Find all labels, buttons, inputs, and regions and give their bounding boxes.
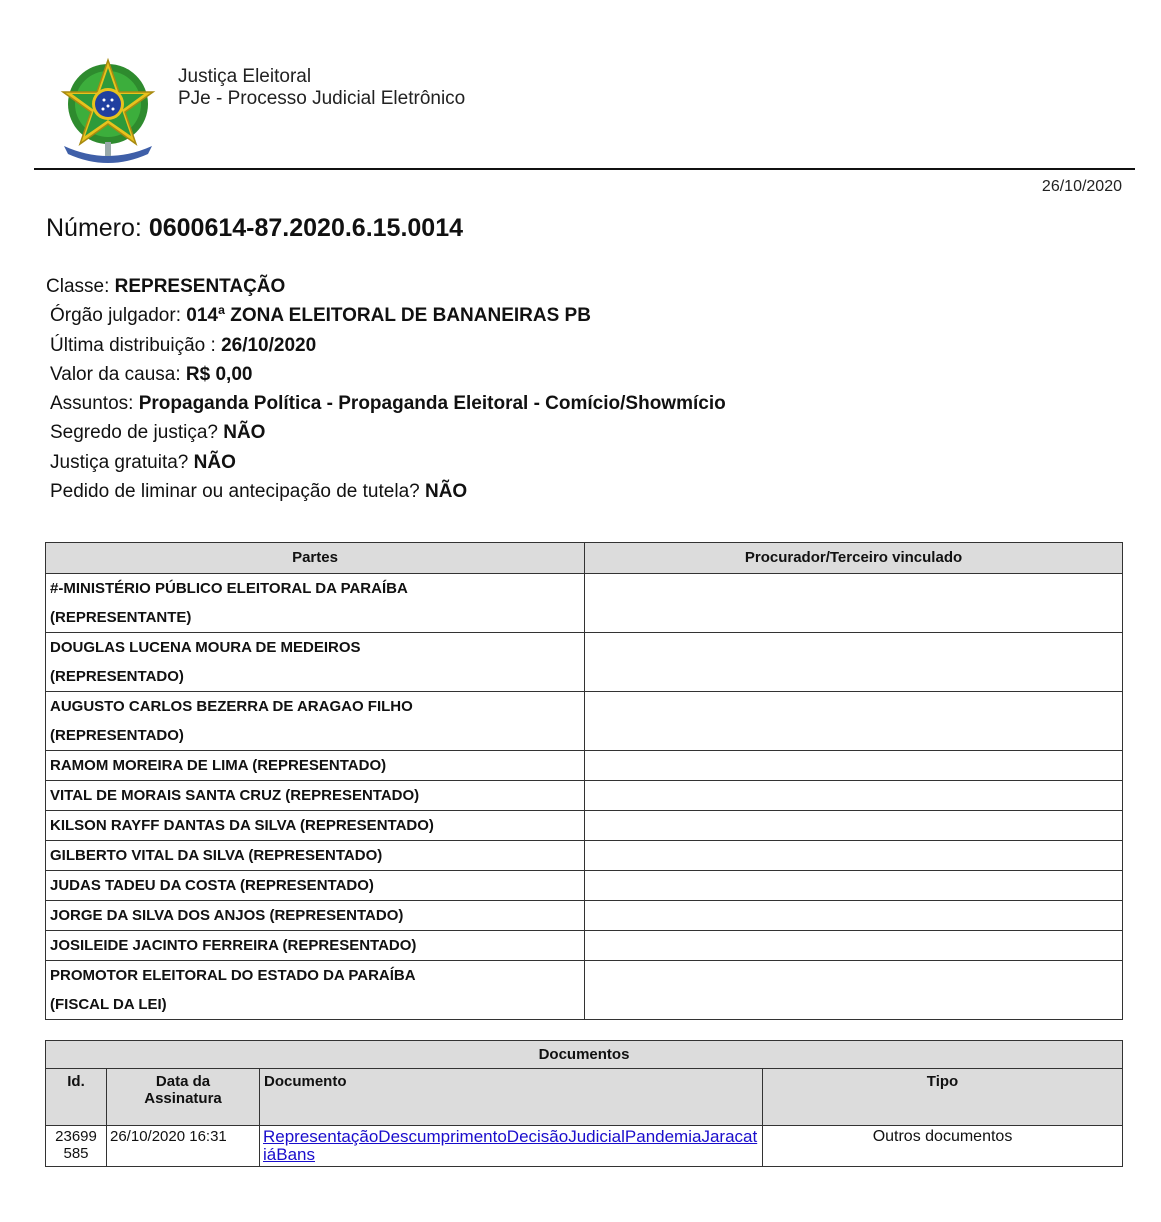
procurador-cell	[585, 931, 1123, 961]
table-row	[46, 871, 1123, 901]
field-label: Órgão julgador:	[50, 305, 181, 327]
parte-role: (REPRESENTANTE)	[50, 609, 192, 626]
parte-cell	[46, 961, 585, 1020]
procurador-cell	[585, 781, 1123, 811]
documentos-table	[45, 1040, 1123, 1167]
field-value: 014ª ZONA ELEITORAL DE BANANEIRAS PB	[186, 305, 591, 327]
document-id	[46, 1126, 107, 1167]
parte-cell: GILBERTO VITAL DA SILVA (REPRESENTADO)	[46, 841, 585, 871]
page-header	[34, 0, 1135, 170]
partes-header-row	[46, 543, 1123, 574]
document-date: 26/10/2020 16:31	[107, 1126, 260, 1167]
procurador-cell	[585, 633, 1123, 692]
field-label: Segredo de justiça?	[50, 422, 218, 444]
field-classe	[46, 272, 726, 301]
parte-name: AUGUSTO CARLOS BEZERRA DE ARAGAO FILHO	[50, 698, 413, 715]
procurador-cell	[585, 811, 1123, 841]
table-row	[46, 841, 1123, 871]
document-cell	[260, 1126, 763, 1167]
field-value: REPRESENTAÇÃO	[114, 276, 286, 297]
parte-role: (REPRESENTADO)	[50, 668, 184, 685]
parte-cell: JORGE DA SILVA DOS ANJOS (REPRESENTADO)	[46, 901, 585, 931]
field-justica-gratuita	[46, 448, 726, 477]
parte-cell: KILSON RAYFF DANTAS DA SILVA (REPRESENTADO)	[46, 811, 585, 841]
parte-cell: VITAL DE MORAIS SANTA CRUZ (REPRESENTADO)	[46, 781, 585, 811]
parte-name: DOUGLAS LUCENA MOURA DE MEDEIROS	[50, 639, 361, 656]
table-row	[46, 1126, 1123, 1167]
field-valor-causa	[46, 360, 726, 389]
org-line-2: PJe - Processo Judicial Eletrônico	[178, 88, 466, 109]
procurador-cell	[585, 871, 1123, 901]
parte-role: (REPRESENTADO)	[50, 727, 184, 744]
field-pedido-liminar	[46, 477, 726, 506]
procurador-cell	[585, 901, 1123, 931]
field-ultima-distribuicao	[46, 331, 726, 360]
column-header-procurador: Procurador/Terceiro vinculado	[585, 543, 1123, 574]
procurador-cell	[585, 841, 1123, 871]
column-header-tipo: Tipo	[763, 1069, 1123, 1126]
id-line: 23699	[55, 1128, 97, 1145]
parte-cell: RAMOM MOREIRA DE LIMA (REPRESENTADO)	[46, 751, 585, 781]
documentos-title-row	[46, 1041, 1123, 1069]
field-label: Classe:	[46, 276, 110, 297]
document-link[interactable]: RepresentaçãoDescumprimentoDecisãoJudicialPandemiaJaracatiáBans	[263, 1127, 758, 1164]
table-row	[46, 751, 1123, 781]
field-label: Valor da causa:	[50, 363, 181, 385]
field-value: R$ 0,00	[185, 363, 253, 385]
field-value: NÃO	[223, 422, 266, 444]
column-header-id: Id.	[46, 1069, 107, 1126]
field-value: NÃO	[193, 451, 236, 473]
table-row	[46, 901, 1123, 931]
process-number-value: 0600614-87.2020.6.15.0014	[148, 214, 464, 242]
id-line: 585	[63, 1145, 89, 1162]
header-line: Assinatura	[144, 1090, 222, 1107]
field-value: NÃO	[424, 481, 468, 503]
organization-name	[178, 66, 465, 110]
parte-cell: JOSILEIDE JACINTO FERREIRA (REPRESENTADO)	[46, 931, 585, 961]
parte-role: (FISCAL DA LEI)	[50, 996, 167, 1013]
field-segredo-justica	[46, 418, 726, 447]
parte-cell	[46, 633, 585, 692]
parte-cell	[46, 574, 585, 633]
parte-cell	[46, 692, 585, 751]
org-line-1: Justiça Eleitoral	[178, 66, 312, 87]
table-row	[46, 811, 1123, 841]
table-row	[46, 931, 1123, 961]
field-orgao-julgador	[46, 301, 726, 330]
table-row	[46, 633, 1123, 692]
parte-name: PROMOTOR ELEITORAL DO ESTADO DA PARAÍBA	[50, 967, 416, 984]
table-row	[46, 574, 1123, 633]
field-value: Propaganda Política - Propaganda Eleitoral - Comício/Showmício	[138, 393, 726, 415]
column-header-documento: Documento	[260, 1069, 763, 1126]
column-header-data-assinatura	[107, 1069, 260, 1126]
process-number-label: Número:	[46, 214, 142, 242]
brazil-coat-of-arms-icon	[56, 54, 160, 166]
parte-name: #-MINISTÉRIO PÚBLICO ELEITORAL DA PARAÍBA	[50, 580, 408, 597]
table-row	[46, 781, 1123, 811]
field-label: Última distribuição :	[50, 334, 216, 356]
field-label: Justiça gratuita?	[50, 451, 189, 473]
document-type: Outros documentos	[763, 1126, 1123, 1167]
process-fields	[46, 272, 726, 506]
column-header-partes: Partes	[46, 543, 585, 574]
procurador-cell	[585, 961, 1123, 1020]
table-row	[46, 692, 1123, 751]
header-line: Data da	[155, 1073, 211, 1090]
process-number	[46, 214, 463, 243]
documentos-header-row	[46, 1069, 1123, 1126]
procurador-cell	[585, 692, 1123, 751]
print-date: 26/10/2020	[1041, 178, 1122, 195]
procurador-cell	[585, 574, 1123, 633]
table-row	[46, 961, 1123, 1020]
procurador-cell	[585, 751, 1123, 781]
partes-table	[45, 542, 1123, 1020]
field-label: Assuntos:	[50, 393, 134, 415]
documentos-title: Documentos	[46, 1041, 1123, 1069]
parte-cell: JUDAS TADEU DA COSTA (REPRESENTADO)	[46, 871, 585, 901]
field-assuntos	[46, 389, 726, 418]
field-label: Pedido de liminar ou antecipação de tutela?	[50, 481, 420, 503]
field-value: 26/10/2020	[221, 334, 317, 356]
